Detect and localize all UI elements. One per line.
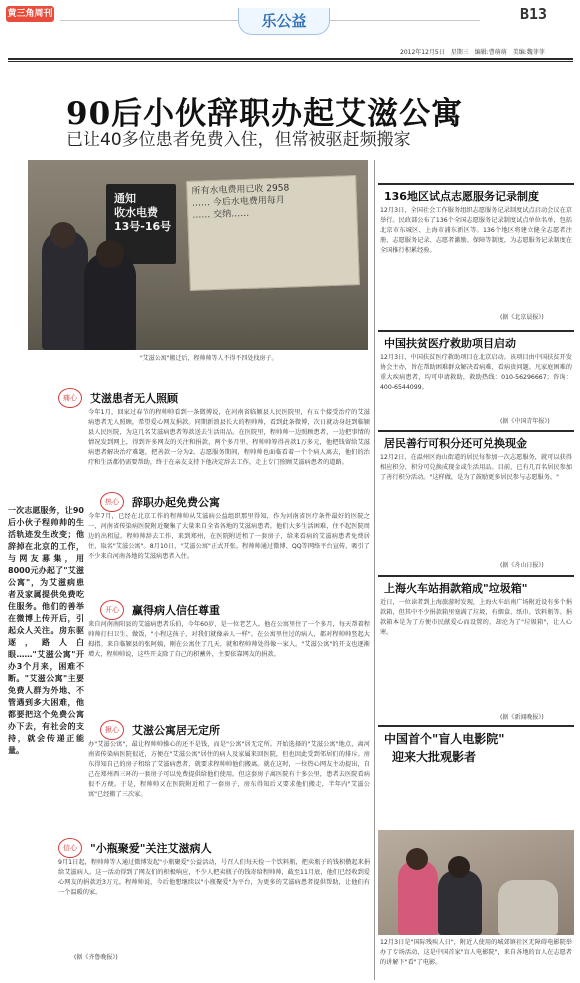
news-source: (据《北京晨报》) <box>500 314 544 321</box>
news-source: (据《舟山日报》) <box>500 562 544 569</box>
section-heading: 辞职办起免费公寓 <box>132 496 220 509</box>
page-number: B13 <box>520 5 548 23</box>
heart-badge-icon: 开心 <box>100 600 124 620</box>
news-body: 12月3日，中国扶贫医疗救助项目在北京启动。该项目由中国扶贫开发协会主办，旨在帮助困难群众解决看病难、看病贵问题。凡家庭困难的重大疾病患者，均可申请救助，救助热线：010-56296667；咨询：400-6544099。 <box>380 354 572 391</box>
person-figure <box>42 230 88 350</box>
section-body: 9月1日起，程帅帅等人通过微博发起"小瓶聚爱"公益活动，号召人们每天捡一个饮料瓶，把卖瓶子的钱积攒起来捐给艾滋病人。这一活动得到了网友们的积极响应，不少人把卖瓶子的钱寄给程帅帅，截至11月底，他们已经收到爱心网友的捐款近3万元。程帅帅说，今后他想继续以"小瓶聚爱"为平台，为更多的艾滋病患者提供帮助，让他们有一个温暖的家。 <box>58 859 370 896</box>
section-title: 乐公益 <box>238 8 330 35</box>
news-body: 12月3日，全国社会工作服务组织志愿服务记录制度试点启动会议在京举行。民政部公布了136个全国志愿服务记录制度试点单位名单，包括北京市东城区、上海市浦东新区等。136个地区将建立健全志愿者注册、志愿服务记录、志愿者激励、保障等制度，为志愿服务记录制度在全国推行积累经验。 <box>380 207 572 254</box>
photo-sign-text: 通知 收水电费 13号-16号 <box>114 192 172 233</box>
news-title-line2: 迎来大批观影者 <box>392 750 477 764</box>
brand-logo: 黄三角周刊 <box>6 6 54 22</box>
main-photo <box>28 160 368 350</box>
section-body: 来自河南南阳县的艾滋病患者乐伯，今年60岁，是一位老艺人。他在公寓里住了一个多月，每天帮着程帅帅打扫卫生、做饭，"小程这孩子，对我们就像亲人一样"。在公寓里住过的病人，都对程帅帅竖起大拇指。来自临颍县的张阿姨，刚在公寓住了几天，就和程帅帅处得像一家人。"艾滋公寓"的开支也逐渐增大，程帅帅说，这些开支除了自己的积蓄外，主要依靠网友的捐款。 <box>88 621 370 658</box>
section-heading: 艾滋患者无人照顾 <box>90 392 178 405</box>
subheadline: 已让40多位患者免费入住，但常被驱赶频搬家 <box>66 130 411 150</box>
item-rule <box>378 330 574 332</box>
news-body: 12月2日，在温州区海山街道的居民每参加一次志愿服务，就可以获得相应积分，积分可兑换成现金或生活用品。目前，已有几百名居民参加了善行积分活动。"这样做，是为了鼓励更多居民参与志愿服务。" <box>380 454 572 481</box>
section-body: 今年7月，已经在北京工作的程帅帅从艾滋病公益组织那里得知，作为河南省医疗条件最好的医院之一，河南省传染病医院附近聚集了大量来自全省各地的艾滋病患者。他们大多生活困难，住不起医院周边的出租屋。程帅帅辞去工作，来到郑州，在医院附近租了一套房子，给来看病的艾滋病患者免费居住，取名"艾滋公寓"。8月10日，"艾滋公寓"正式开张。程帅帅通过微博、QQ等网络平台宣传，吸引了不少来自河南各地的艾滋病患者入住。 <box>88 513 370 560</box>
news-source: (据《中国青年报》) <box>500 418 550 425</box>
header-rule-thin <box>8 61 573 62</box>
section-body: 今年1月，回家过春节的程帅帅看到一条微博说，在河南省临颍县人民医院里，有五个接受治疗的艾滋病患者无人照顾，希望爱心网友捐款。同期新浪县长大的程帅帅，看到此条微博，次日就动身赶到临颍县人民医院，为这几名艾滋病患者筹款送去生活用品。在医院里，程帅帅一边照顾患者，一边把事情的情况发到网上，得到许多网友的关注和捐款，两个多月里，程帅帅筹得善款1万多元，他把钱留给艾滋病患者解决治疗难题，把善款一分为2。志愿服务期间，程帅帅也面临看着一个个病人离去，他们的治疗和生活都仍需要帮助，终于在亲友支持下他决定辞去工作，走上专门照顾艾滋病患者的道路。 <box>88 409 370 466</box>
item-rule <box>378 430 574 432</box>
item-rule <box>378 183 574 185</box>
photo-caption: "艾滋公寓"搬迁后，程帅帅等人不得不四处找房子。 <box>140 355 278 362</box>
intro-sidebar: 一次志愿服务，让90后小伙子程帅帅的生活轨迹发生改变；他辞掉在北京的工作，与网友募集，用8000元办起了"艾滋公寓"，为艾滋病患者及家属提供免费吃住服务。他们的善举在微博上传开后，引起众人关注。房东驱逐，路人白眼……"艾滋公寓"开办3个月来，困难不断。"艾滋公寓"主要免费人群为外地、不管遇到多大困难，他都要把这个免费公寓办下去，有社会的支持，就会传递正能量。 <box>8 506 84 755</box>
column-divider <box>374 160 375 980</box>
news-body: 近日，一位读者到上海旅游时发现，上海火车站南广场附近设有多个捐款箱，但其中不少捐款箱里塞满了垃圾，有烟盒、纸巾、饮料瓶等。捐款箱本是为了方便市民献爱心而设置的，却沦为了"垃圾箱"，让人心寒。 <box>380 599 572 636</box>
headline: 90后小伙辞职办起艾滋公寓 <box>66 96 464 132</box>
news-title: 136地区试点志愿服务记录制度 <box>384 190 539 203</box>
item-rule <box>378 725 574 727</box>
person-head <box>50 222 76 248</box>
section-body: 办"艾滋公寓"，最让程帅帅操心的还不是钱，而是"公寓"居无定所。开始选择的"艾滋公寓"地点，离河南省传染病医院很近，方便在"艾滋公寓"居住的病人及家属来回医院，但也因此受到邻居们的排斥。房东得知自己的房子租给了艾滋病患者，就要求程帅帅他们搬离。就在这时，一位热心网友主动提出，自己在郑州西三环的一套房子可以免费提供给他们使用。但这套房子离医院有十多公里，患者去医院看病很不方便。于是，程帅帅又在医院附近租了一套房子，房东得知后又要求他们搬走，半年内"艾滋公寓"已经搬了三次家。 <box>88 741 370 798</box>
section-heading: "小瓶聚爱"关注艾滋病人 <box>90 842 212 855</box>
heart-badge-icon: 信心 <box>58 838 82 858</box>
section-heading: 赢得病人信任尊重 <box>132 604 220 617</box>
news-source: (据《新闻晚报》) <box>500 714 544 721</box>
article-source: (据《齐鲁晚报》) <box>74 954 118 961</box>
issue-meta: 2012年12月5日 星期三 编辑:曹萌萌 美编:魏菲菲 <box>400 49 545 56</box>
news-title: 居民善行可积分还可兑换现金 <box>384 437 527 450</box>
photo-notice-text: 所有水电费用已收 2958 …… 今后水电费用每月 …… 交纳…… <box>186 175 360 291</box>
header-rule <box>8 58 573 60</box>
person-head <box>96 240 124 268</box>
item-rule <box>378 575 574 577</box>
section-heading: 艾滋公寓居无定所 <box>132 724 220 737</box>
heart-badge-icon: 揪心 <box>100 720 124 740</box>
news-title: 中国首个"盲人电影院" <box>384 732 505 746</box>
heart-badge-icon: 热心 <box>100 492 124 512</box>
cinema-photo <box>378 830 574 935</box>
news-title: 中国扶贫医疗救助项目启动 <box>384 337 516 350</box>
photo-caption: 12月3日是"国际残疾人日"，附近人使用的城郊镇社区无障碍电影院举办了专场活动，这是中国首家"盲人电影院"，来自各地的盲人在志愿者的讲解下"看"了电影。 <box>380 939 572 966</box>
news-title: 上海火车站捐款箱成"垃圾箱" <box>384 582 528 595</box>
heart-badge-icon: 痛心 <box>58 388 82 408</box>
